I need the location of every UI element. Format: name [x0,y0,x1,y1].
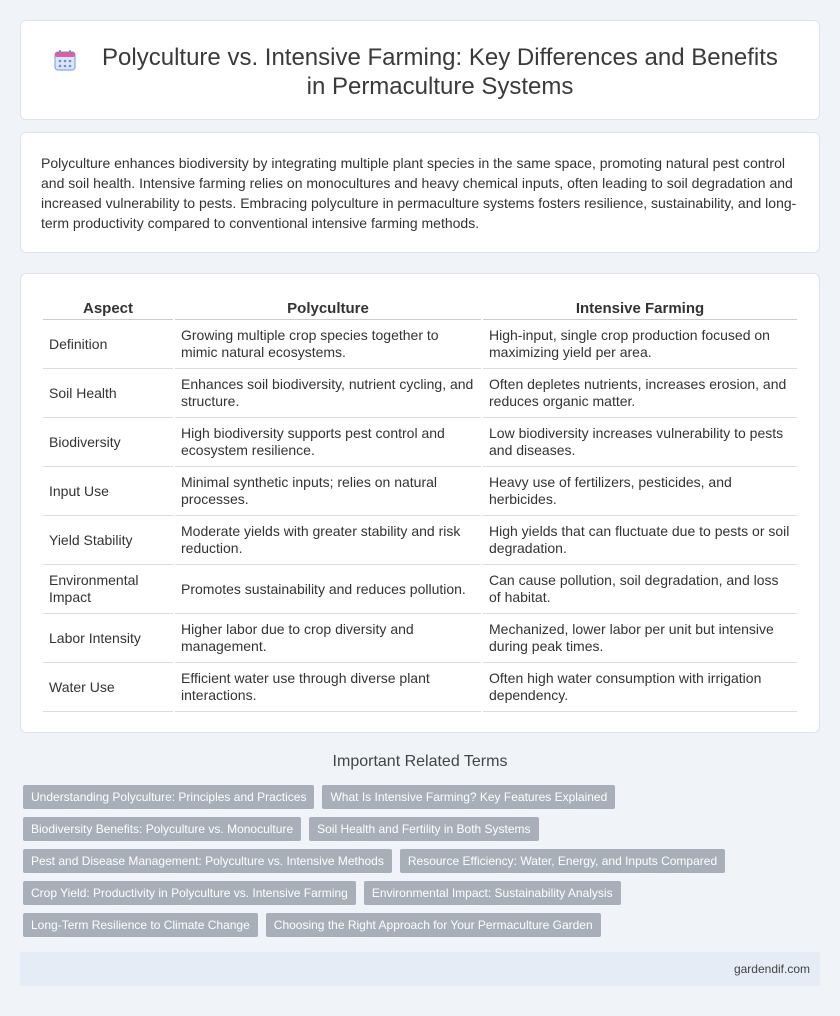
cell-aspect: Yield Stability [43,516,173,565]
related-term-link[interactable]: Resource Efficiency: Water, Energy, and Inputs Compared [400,849,725,873]
cell-intensive: Low biodiversity increases vulnerability to pests and diseases. [483,418,797,467]
tag-row [23,881,823,905]
table-row [43,418,797,467]
related-term-link[interactable]: Long-Term Resilience to Climate Change [23,913,258,937]
tag-row [23,785,823,809]
tag-row [23,849,823,873]
tag-row [23,913,823,937]
related-term-link[interactable]: What Is Intensive Farming? Key Features Explained [322,785,615,809]
cell-aspect: Input Use [43,467,173,516]
intro-card [20,132,820,253]
table-row [43,565,797,614]
table-row [43,320,797,369]
table-row [43,614,797,663]
cell-aspect: Environmental Impact [43,565,173,614]
comparison-table [41,298,799,712]
table-header-row [43,298,797,320]
cell-intensive: Often depletes nutrients, increases erosion, and reduces organic matter. [483,369,797,418]
related-term-link[interactable]: Environmental Impact: Sustainability Analysis [364,881,621,905]
cell-polyculture: Enhances soil biodiversity, nutrient cycling, and structure. [175,369,481,418]
cell-intensive: Often high water consumption with irrigation dependency. [483,663,797,712]
cell-aspect: Water Use [43,663,173,712]
related-term-link[interactable]: Choosing the Right Approach for Your Permaculture Garden [266,913,601,937]
cell-polyculture: High biodiversity supports pest control and ecosystem resilience. [175,418,481,467]
cell-polyculture: Minimal synthetic inputs; relies on natural processes. [175,467,481,516]
cell-aspect: Soil Health [43,369,173,418]
related-term-link[interactable]: Pest and Disease Management: Polyculture vs. Intensive Methods [23,849,392,873]
cell-polyculture: Higher labor due to crop diversity and management. [175,614,481,663]
table-row [43,516,797,565]
header [20,20,820,120]
table-row [43,467,797,516]
table-row [43,663,797,712]
cell-polyculture: Growing multiple crop species together to mimic natural ecosystems. [175,320,481,369]
related-term-link[interactable]: Biodiversity Benefits: Polyculture vs. Monoculture [23,817,301,841]
related-term-link[interactable]: Understanding Polyculture: Principles and Practices [23,785,314,809]
related-terms-list [23,785,823,945]
comparison-card [20,273,820,733]
table-row [43,369,797,418]
footer [20,952,820,986]
cell-intensive: Mechanized, lower labor per unit but intensive during peak times. [483,614,797,663]
cell-intensive: Heavy use of fertilizers, pesticides, and herbicides. [483,467,797,516]
cell-polyculture: Promotes sustainability and reduces pollution. [175,565,481,614]
related-term-link[interactable]: Soil Health and Fertility in Both Systems [309,817,538,841]
cell-intensive: Can cause pollution, soil degradation, and loss of habitat. [483,565,797,614]
cell-aspect: Labor Intensity [43,614,173,663]
column-header-intensive: Intensive Farming [483,298,797,320]
intro-text: Polyculture enhances biodiversity by integrating multiple plant species in the same space, promoting natural pest control and soil health. Intensive farming relies on monocultures and heavy chemical inputs, often leading to soil degradation and increased vulnerability to pests. Embracing polyculture in permaculture systems fosters resilience, sustainability, and long-term productivity compared to conventional intensive farming methods. [41,155,797,231]
footer-site[interactable]: gardendif.com [733,962,810,976]
cell-aspect: Biodiversity [43,418,173,467]
cell-polyculture: Efficient water use through diverse plant interactions. [175,663,481,712]
tag-row [23,817,823,841]
cell-polyculture: Moderate yields with greater stability and risk reduction. [175,516,481,565]
related-term-link[interactable]: Crop Yield: Productivity in Polyculture vs. Intensive Farming [23,881,356,905]
column-header-polyculture: Polyculture [175,298,481,320]
column-header-aspect: Aspect [43,298,173,320]
cell-intensive: High-input, single crop production focused on maximizing yield per area. [483,320,797,369]
cell-aspect: Definition [43,320,173,369]
related-terms-title: Important Related Terms [332,753,508,770]
page-title: Polyculture vs. Intensive Farming: Key Differences and Benefits in Permaculture Systems [102,44,778,100]
cell-intensive: High yields that can fluctuate due to pests or soil degradation. [483,516,797,565]
